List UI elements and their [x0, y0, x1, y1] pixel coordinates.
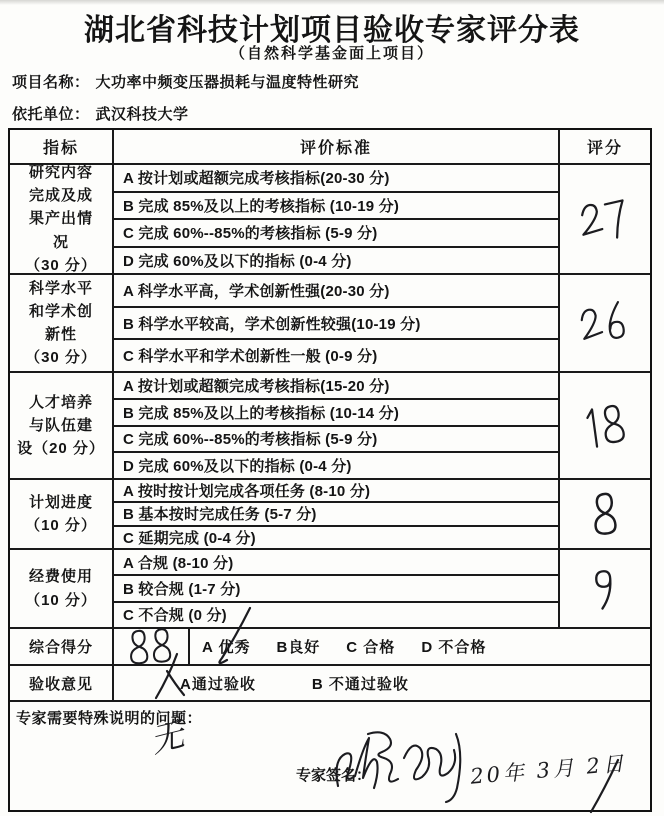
header-criteria: 评价标准	[114, 130, 560, 163]
indicator-label-line: 研究内容	[28, 163, 93, 181]
indicator-label-line: （30 分）	[25, 256, 97, 274]
org-label: 依托单位：	[12, 106, 90, 123]
header-score: 评分	[586, 140, 623, 157]
project-name-label: 项目名称：	[12, 74, 90, 91]
indicator-label-line: 计划进度	[28, 493, 93, 511]
criteria-item: C 不合规 (0 分)	[123, 607, 227, 625]
indicator-section	[10, 480, 650, 550]
scoring-table	[8, 128, 652, 812]
indicator-section	[10, 165, 650, 275]
grade-option: C 合格	[346, 639, 396, 656]
expert-signature-handwriting	[328, 728, 478, 806]
acceptance-option: B 不通过验收	[311, 675, 409, 693]
criteria-item: A 科学水平高，学术创新性强(20-30 分)	[114, 275, 558, 308]
criteria-list	[114, 550, 560, 627]
project-name-value: 大功率中频变压器损耗与温度特性研究	[95, 74, 360, 91]
criteria-item: B 基本按时完成任务 (5-7 分)	[114, 503, 558, 526]
indicator-label-line: 完成及成	[28, 187, 93, 205]
criteria-item: C 延期完成 (0-4 分)	[123, 529, 256, 547]
criteria-item: B 完成 85%及以上的考核指标 (10-19 分)	[114, 193, 558, 221]
page-subtitle: （自然科学基金面上项目）	[229, 45, 434, 62]
table-header-row	[10, 130, 650, 165]
indicator-label-line: 果产出情	[28, 210, 93, 228]
score-handwritten-cell	[560, 373, 650, 478]
remarks-label: 专家需要特殊说明的问题：	[16, 710, 203, 727]
criteria-item: D 完成 60%及以下的指标 (0-4 分)	[123, 252, 352, 270]
acceptance-label: 验收意见	[10, 666, 114, 700]
indicator-section	[10, 373, 650, 480]
score-handwritten-cell	[560, 550, 650, 627]
criteria-item: B 完成 85%及以上的考核指标 (10-14 分)	[114, 400, 558, 427]
criteria-list	[114, 275, 560, 371]
indicator-label-line: （30 分）	[25, 349, 97, 367]
indicator-label	[10, 480, 114, 548]
indicator-label-line: （10 分）	[25, 517, 97, 534]
indicator-label-line: 况	[52, 233, 69, 251]
remarks-handwritten-answer: 无	[146, 714, 188, 761]
remarks-block	[10, 702, 650, 810]
criteria-item: D 完成 60%及以下的指标 (0-4 分)	[123, 458, 352, 476]
header-indicator: 指标	[10, 130, 114, 163]
indicator-label-line: 与队伍建	[28, 416, 93, 434]
indicator-label-line: 和学术创	[28, 302, 93, 320]
org-value: 武汉科技大学	[95, 106, 189, 123]
indicator-label-line: （10 分）	[25, 591, 97, 609]
indicator-label	[10, 165, 114, 273]
indicator-label-line: 人才培养	[28, 393, 93, 411]
criteria-item: C 完成 60%--85%的考核指标 (5-9 分)	[114, 220, 558, 248]
criteria-list	[114, 373, 560, 478]
score-handwritten-cell	[560, 275, 650, 371]
expert-signature-label: 专家签名：	[296, 767, 372, 784]
grade-option: D 不合格	[421, 639, 487, 656]
indicator-label	[10, 275, 114, 371]
criteria-item: A 按计划或超额完成考核指标(15-20 分)	[114, 373, 558, 400]
signature-date-handwritten: 20年 3月 2日	[469, 751, 628, 789]
indicator-label-line: 新性	[44, 326, 77, 343]
project-name-line	[12, 71, 359, 92]
criteria-item: C 科学水平和学术创新性一般 (0-9 分)	[123, 348, 378, 366]
grade-option: A 优秀	[202, 639, 251, 656]
overall-score-row	[10, 629, 650, 666]
indicator-section	[10, 550, 650, 629]
indicator-label-line: 科学水平	[28, 279, 93, 297]
indicator-section	[10, 275, 650, 373]
criteria-item: A 合规 (8-10 分)	[114, 550, 558, 576]
indicator-label	[10, 550, 114, 627]
score-handwritten-cell	[560, 480, 650, 548]
overall-grade-options	[190, 629, 650, 664]
indicator-label	[10, 373, 114, 478]
overall-score-handwritten-cell	[114, 629, 190, 664]
score-handwritten-cell	[560, 165, 650, 273]
acceptance-options	[114, 666, 650, 700]
acceptance-row	[10, 666, 650, 702]
acceptance-option: A通过验收	[180, 675, 256, 693]
criteria-item: C 完成 60%--85%的考核指标 (5-9 分)	[114, 427, 558, 454]
criteria-item: A 按计划或超额完成考核指标(20-30 分)	[114, 165, 558, 193]
criteria-item: A 按时按计划完成各项任务 (8-10 分)	[114, 480, 558, 503]
org-line	[12, 103, 189, 124]
criteria-item: B 较合规 (1-7 分)	[114, 576, 558, 602]
overall-score-label: 综合得分	[10, 629, 114, 664]
indicator-label-line: 经费使用	[28, 568, 93, 586]
indicator-label-line: 设（20 分）	[17, 440, 105, 458]
criteria-list	[114, 165, 560, 273]
criteria-list	[114, 480, 560, 548]
grade-option: B良好	[276, 639, 321, 656]
page-title: 湖北省科技计划项目验收专家评分表	[84, 14, 580, 47]
criteria-item: B 科学水平较高，学术创新性较强(10-19 分)	[114, 308, 558, 341]
